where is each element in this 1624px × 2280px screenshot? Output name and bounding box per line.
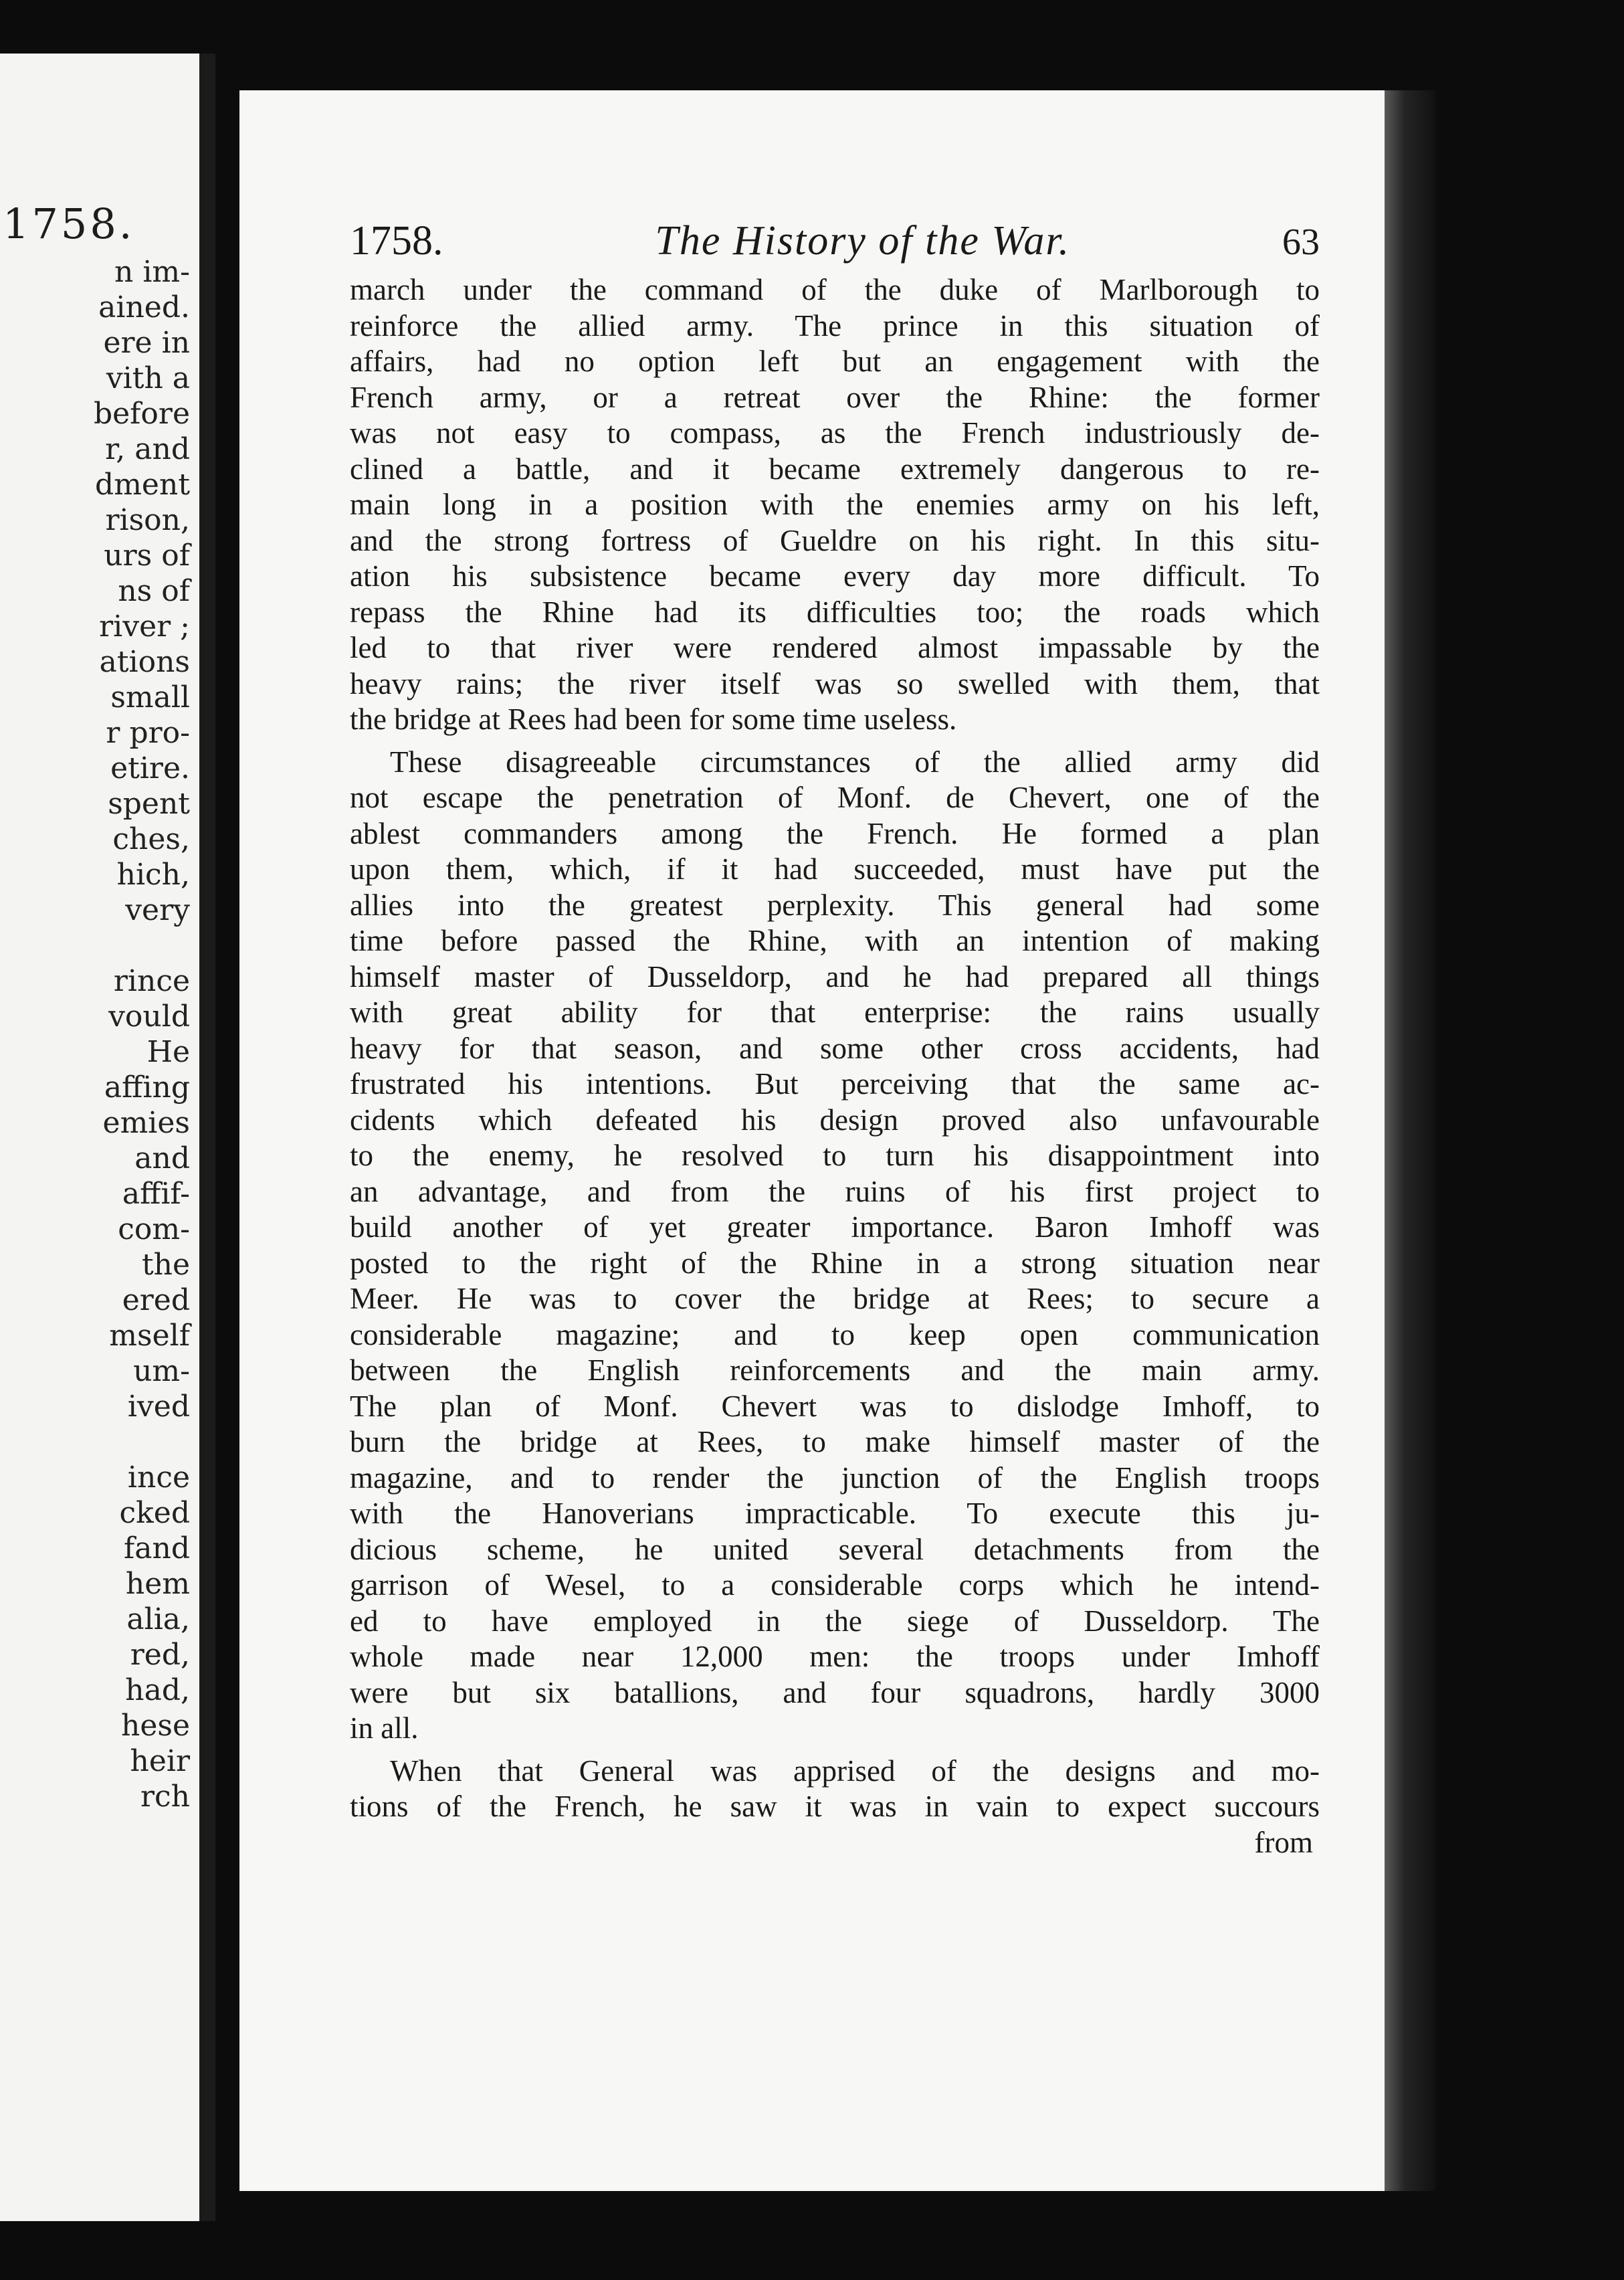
- facing-page-line: vith a: [106, 361, 190, 395]
- facing-page-line: He: [146, 1035, 190, 1069]
- text-line: with the Hanoverians impracticable. To execute this ju-: [350, 1497, 1320, 1530]
- text-line: affairs, had no option left but an engagement with the: [350, 345, 1320, 378]
- paragraph: [350, 745, 1320, 1747]
- text-line: tions of the French, he saw it was in vain to expect succours: [350, 1790, 1320, 1823]
- facing-page-line: rch: [140, 1780, 190, 1814]
- paragraph: [350, 1753, 1320, 1825]
- text-line: When that General was apprised of the designs and mo-: [390, 1753, 1320, 1788]
- facing-page-line: hese: [121, 1709, 190, 1743]
- text-line: between the English reinforcements and the main army.: [350, 1353, 1320, 1387]
- text-line: ed to have employed in the siege of Dusseldorp. The: [350, 1604, 1320, 1638]
- facing-page-line: very: [125, 893, 190, 927]
- facing-page-line: affif-: [122, 1177, 190, 1211]
- facing-page-line: red,: [130, 1638, 190, 1672]
- facing-page-line: before: [93, 397, 190, 431]
- facing-page-line: ained.: [98, 290, 190, 324]
- text-line: in all.: [350, 1711, 419, 1745]
- text-line: The plan of Monf. Chevert was to dislodge Imhoff, to: [350, 1389, 1320, 1423]
- running-head: The History of the War.: [655, 218, 1071, 264]
- facing-page-line: r, and: [105, 432, 190, 466]
- text-line: with great ability for that enterprise: the rains usually: [350, 995, 1320, 1029]
- facing-page-line: small: [110, 680, 190, 715]
- text-line: ation his subsistence became every day more difficult. To: [350, 559, 1320, 593]
- text-line: Meer. He was to cover the bridge at Rees; to secure a: [350, 1282, 1320, 1315]
- facing-page-line: um-: [133, 1354, 190, 1388]
- facing-page-line: fand: [123, 1531, 190, 1565]
- text-line: led to that river were rendered almost impassable by the: [350, 631, 1320, 664]
- text-line: reinforce the allied army. The prince in this situation of: [350, 308, 1320, 343]
- page-header: [350, 217, 1320, 272]
- facing-page-line: ns of: [118, 574, 190, 608]
- facing-page-line: affing: [104, 1070, 190, 1105]
- text-line: time before passed the Rhine, with an intention of making: [350, 924, 1320, 957]
- facing-page-line: [94, 1424, 190, 1460]
- text-line: an advantage, and from the ruins of his first project to: [350, 1174, 1320, 1208]
- facing-page-text: [94, 254, 190, 1814]
- facing-page-line: emies: [102, 1106, 190, 1140]
- text-line: allies into the greatest perplexity. This general had some: [350, 888, 1320, 922]
- text-line: not escape the penetration of Monf. de Chevert, one of the: [350, 781, 1320, 814]
- facing-page-line: ations: [99, 645, 190, 679]
- text-line: heavy for that season, and some other cross accidents, had: [350, 1031, 1320, 1065]
- text-line: march under the command of the duke of Marlborough to: [350, 273, 1320, 306]
- text-line: frustrated his intentions. But perceiving that the same ac-: [350, 1067, 1320, 1101]
- facing-page-line: alia,: [126, 1602, 190, 1636]
- facing-page-line: dment: [95, 468, 190, 502]
- facing-page-line: etire.: [110, 751, 190, 785]
- text-line: These disagreeable circumstances of the allied army did: [390, 745, 1320, 779]
- facing-page-line: spent: [108, 787, 190, 821]
- facing-page-line: ere in: [103, 326, 190, 360]
- text-line: upon them, which, if it had succeeded, must have put the: [350, 852, 1320, 886]
- text-line: repass the Rhine had its difficulties too; the roads which: [350, 595, 1320, 629]
- facing-page-line: mself: [109, 1319, 190, 1353]
- catchword: from: [1254, 1825, 1313, 1859]
- text-line: dicious scheme, he united several detachments from the: [350, 1532, 1320, 1566]
- text-line: were but six batallions, and four squadrons, hardly 3000: [350, 1675, 1320, 1709]
- facing-page-line: the: [141, 1248, 190, 1282]
- text-line: and the strong fortress of Gueldre on his right. In this situ-: [350, 523, 1320, 557]
- facing-page-line: heir: [130, 1744, 190, 1778]
- facing-page-line: ches,: [112, 822, 190, 856]
- facing-page-year: 1758.: [3, 199, 135, 248]
- body-text: [350, 272, 1320, 1825]
- facing-page-line: [94, 928, 190, 963]
- text-line: burn the bridge at Rees, to make himself master of the: [350, 1425, 1320, 1458]
- text-line: considerable magazine; and to keep open communication: [350, 1317, 1320, 1351]
- facing-page-line: rison,: [105, 503, 190, 537]
- facing-page-line: river ;: [99, 609, 190, 644]
- text-line: cidents which defeated his design proved also unfavourable: [350, 1103, 1320, 1137]
- facing-page-line: vould: [108, 1000, 190, 1034]
- text-line: the bridge at Rees had been for some time useless.: [350, 702, 957, 736]
- text-line: heavy rains; the river itself was so swelled with them, that: [350, 666, 1320, 700]
- facing-page-line: hem: [125, 1567, 190, 1601]
- facing-page-line: cked: [119, 1496, 190, 1530]
- page-gutter-shadow: [1385, 90, 1435, 2191]
- text-line: whole made near 12,000 men: the troops under Imhoff: [350, 1640, 1320, 1673]
- facing-page-line: urs of: [104, 539, 190, 573]
- text-line: build another of yet greater importance. Baron Imhoff was: [350, 1210, 1320, 1244]
- text-line: garrison of Wesel, to a considerable corps which he intend-: [350, 1568, 1320, 1602]
- text-line: ablest commanders among the French. He formed a plan: [350, 816, 1320, 850]
- text-line: French army, or a retreat over the Rhine: the former: [350, 380, 1320, 414]
- paragraph: [350, 272, 1320, 738]
- header-year: 1758.: [350, 218, 443, 264]
- facing-page-line: n im-: [114, 255, 190, 289]
- facing-page-line: ived: [127, 1390, 190, 1424]
- facing-page-line: rince: [113, 964, 190, 998]
- facing-page-line: and: [134, 1141, 190, 1175]
- text-line: clined a battle, and it became extremely dangerous to re-: [350, 452, 1320, 486]
- page-text-block: [350, 217, 1320, 1861]
- text-line: himself master of Dusseldorp, and he had prepared all things: [350, 959, 1320, 993]
- facing-page-line: had,: [125, 1673, 190, 1707]
- facing-page-line: hich,: [116, 858, 190, 892]
- text-line: to the enemy, he resolved to turn his disappointment into: [350, 1139, 1320, 1172]
- facing-page-line: r pro-: [106, 716, 190, 750]
- facing-page-line: ince: [127, 1460, 190, 1495]
- text-line: magazine, and to render the junction of the English troops: [350, 1460, 1320, 1495]
- facing-page-line: com-: [118, 1212, 190, 1246]
- page-number: 63: [1282, 221, 1320, 263]
- text-line: was not easy to compass, as the French industriously de-: [350, 416, 1320, 450]
- facing-page-fragment: [0, 54, 215, 2221]
- book-page: [239, 90, 1385, 2191]
- facing-page-line: ered: [122, 1283, 190, 1317]
- text-line: posted to the right of the Rhine in a strong situation near: [350, 1246, 1320, 1280]
- text-line: main long in a position with the enemies army on his left,: [350, 488, 1320, 521]
